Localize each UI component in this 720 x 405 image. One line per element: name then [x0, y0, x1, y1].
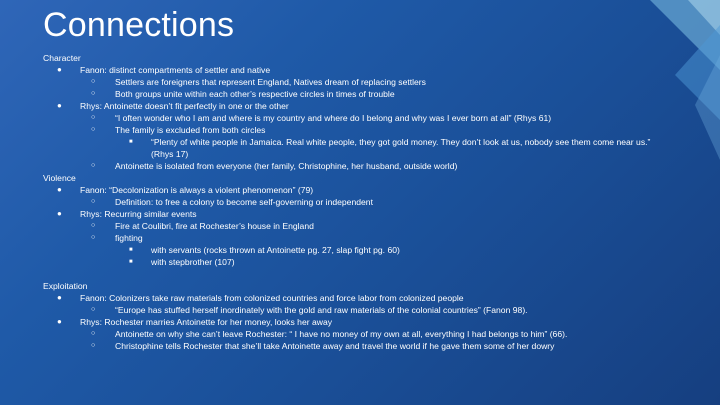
list-item — [43, 76, 683, 88]
square-bullet-icon: ■ — [129, 259, 133, 265]
list-item-text: fighting — [115, 233, 143, 243]
list-item-text: Antoinette on why she can’t leave Rochester: “ I have no money of my own at all, everything I had belongs to him” (66). — [115, 329, 568, 339]
circle-bullet-icon: ○ — [91, 198, 96, 205]
list-item — [43, 220, 683, 232]
list-item — [43, 304, 683, 316]
list-item — [43, 232, 683, 244]
list-item-text: Rhys: Rochester marries Antoinette for her money, looks her away — [80, 317, 333, 327]
list-item — [43, 160, 683, 172]
disc-bullet-icon: ● — [57, 293, 62, 302]
list-item-text: Settlers are foreigners that represent England, Natives dream of replacing settlers — [115, 77, 426, 87]
list-item-text: Fanon: “Decolonization is always a violent phenomenon” (79) — [80, 185, 314, 195]
list-item — [43, 124, 683, 136]
list-item — [43, 136, 663, 160]
circle-bullet-icon: ○ — [91, 90, 96, 97]
square-bullet-icon: ■ — [129, 139, 133, 145]
list-item-text: Rhys: Antoinette doesn’t fit perfectly in one or the other — [80, 101, 289, 111]
circle-bullet-icon: ○ — [91, 306, 96, 313]
list-item-text: Both groups unite within each other’s respective circles in times of trouble — [115, 89, 395, 99]
list-item-text: “Europe has stuffed herself inordinately with the gold and raw materials of the colonial countries” (Fanon 98). — [115, 305, 528, 315]
list-item — [43, 196, 683, 208]
circle-bullet-icon: ○ — [91, 330, 96, 337]
list-item — [43, 100, 683, 112]
circle-bullet-icon: ○ — [91, 342, 96, 349]
disc-bullet-icon: ● — [57, 317, 62, 326]
heading-character: Character — [43, 53, 81, 63]
list-item-text: with stepbrother (107) — [151, 257, 235, 267]
circle-bullet-icon: ○ — [91, 222, 96, 229]
list-item-text: Fanon: distinct compartments of settler and native — [80, 65, 271, 75]
list-item-text: Christophine tells Rochester that she’ll take Antoinette away and travel the world if he gave them some of her dowry — [115, 341, 555, 351]
list-item-text: “Plenty of white people in Jamaica. Real white people, they got gold money. They don’t look at us, nobody see them come near us.” (Rhys 17) — [151, 137, 651, 159]
list-item — [43, 208, 683, 220]
list-item — [43, 184, 683, 196]
list-item — [43, 292, 683, 304]
circle-bullet-icon: ○ — [91, 114, 96, 121]
slide-title: Connections — [43, 6, 235, 44]
circle-bullet-icon: ○ — [91, 162, 96, 169]
list-item-text: Antoinette is isolated from everyone (her family, Christophine, her husband, outside world) — [115, 161, 458, 171]
list-item-text: “I often wonder who I am and where is my country and where do I belong and why was I ever born at all” (Rhys 61) — [115, 113, 552, 123]
slide-body — [43, 52, 683, 352]
list-item-text: Rhys: Recurring similar events — [80, 209, 197, 219]
heading-exploitation: Exploitation — [43, 281, 88, 291]
list-item-text: with servants (rocks thrown at Antoinette pg. 27, slap fight pg. 60) — [151, 245, 400, 255]
list-item — [43, 316, 683, 328]
disc-bullet-icon: ● — [57, 65, 62, 74]
list-item-text: Fanon: Colonizers take raw materials from colonized countries and force labor from colonized people — [80, 293, 464, 303]
list-item-text: Definition: to free a colony to become self-governing or independent — [115, 197, 373, 207]
square-bullet-icon: ■ — [129, 247, 133, 253]
list-item-text: The family is excluded from both circles — [115, 125, 266, 135]
list-item — [43, 112, 683, 124]
disc-bullet-icon: ● — [57, 101, 62, 110]
circle-bullet-icon: ○ — [91, 78, 96, 85]
list-item-text: Fire at Coulibri, fire at Rochester’s house in England — [115, 221, 314, 231]
section-spacer — [43, 268, 683, 280]
list-item — [43, 88, 683, 100]
circle-bullet-icon: ○ — [91, 126, 96, 133]
heading-violence: Violence — [43, 173, 76, 183]
circle-bullet-icon: ○ — [91, 234, 96, 241]
list-item — [43, 64, 683, 76]
list-item — [43, 244, 683, 256]
list-item — [43, 256, 683, 268]
disc-bullet-icon: ● — [57, 209, 62, 218]
disc-bullet-icon: ● — [57, 185, 62, 194]
list-item — [43, 328, 683, 340]
list-item — [43, 340, 683, 352]
